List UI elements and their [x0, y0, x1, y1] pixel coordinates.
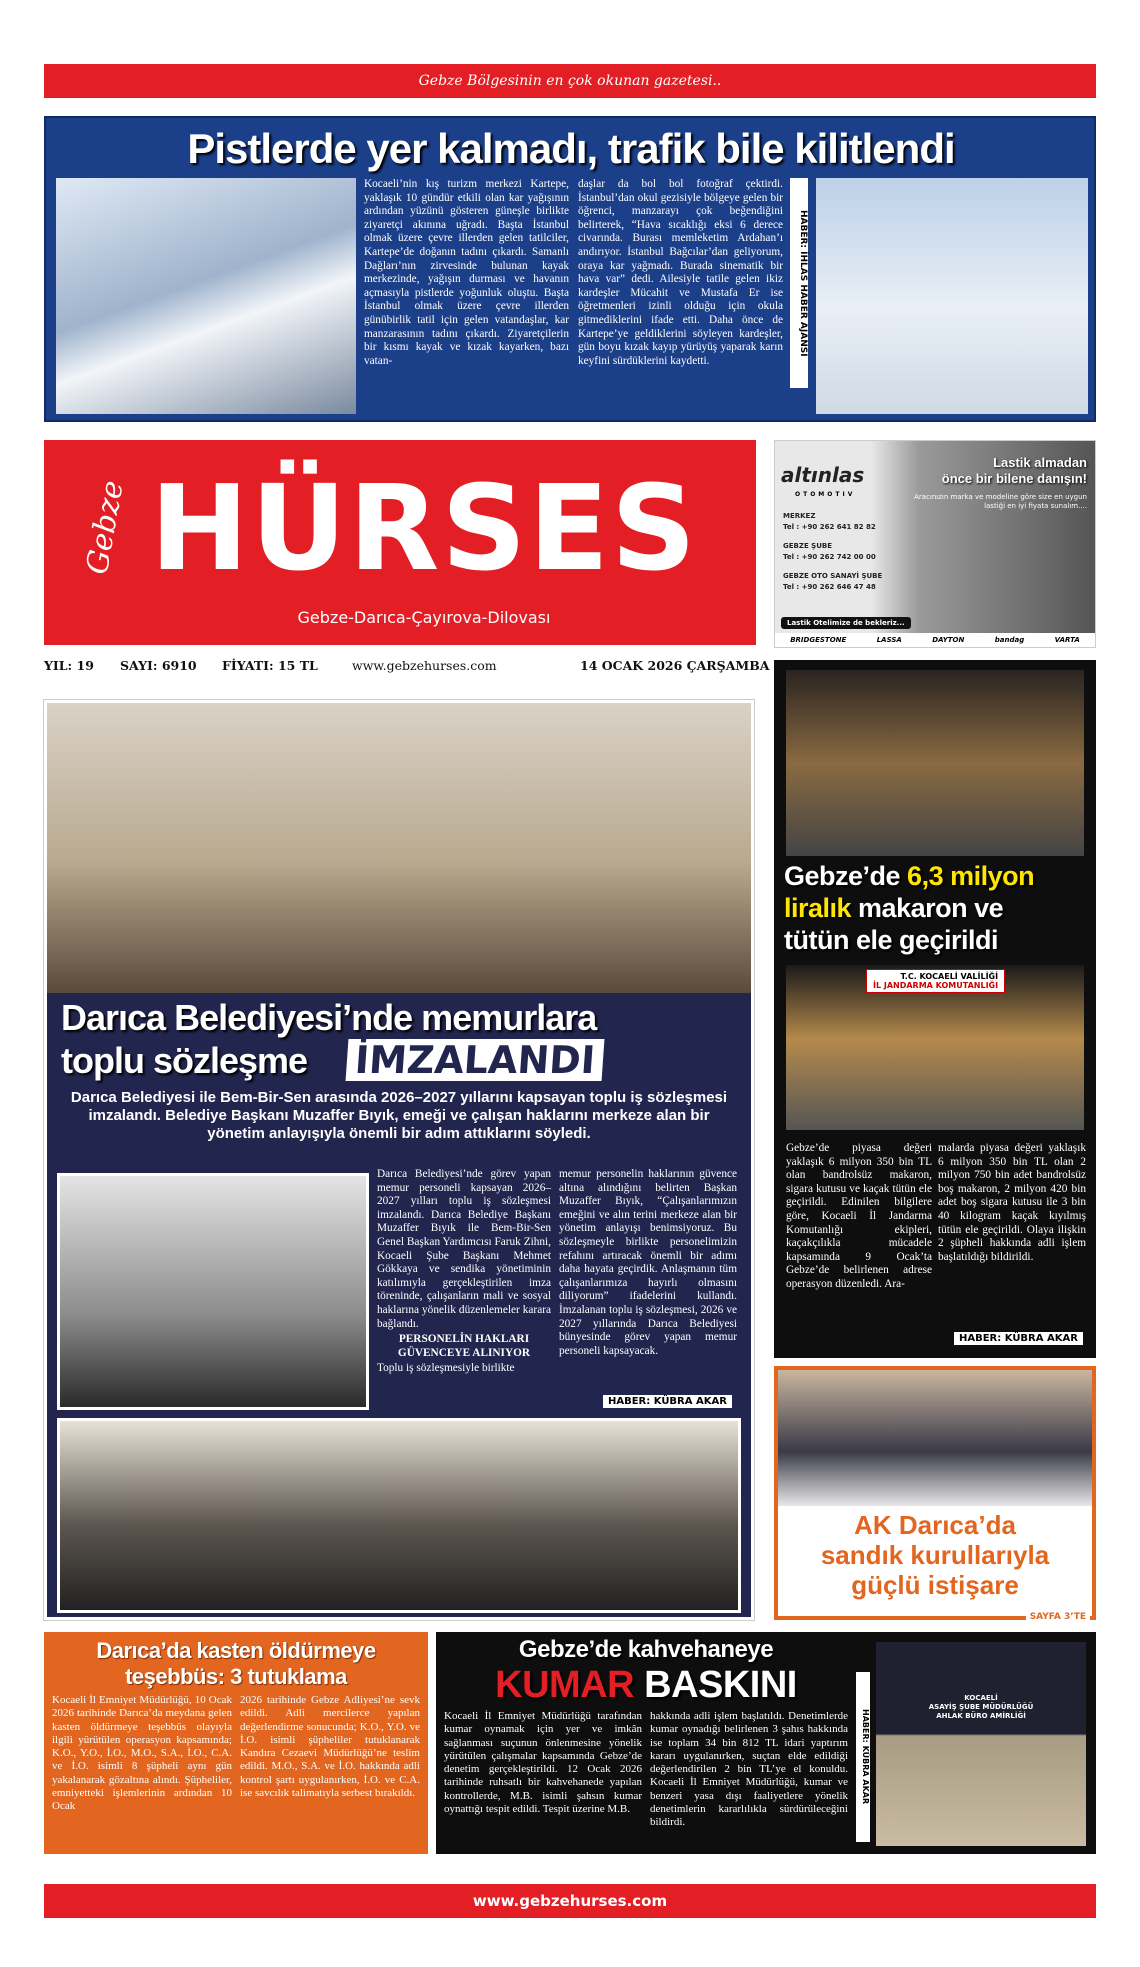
- main-col-2: memur personelin haklarının güvence altına alındığını belirten Başkan Muzaffer Bıyık, “Çalışanlarımızın emeğini ve alın terini merkeze alan bir yönetim anlayışı benimsiyoruz. Bu sözleşmeyle birlikte personelimizin refahını artıracak önemli bir adımı daha hayata geçirdik. Anlaşmanın tüm çalışanlarımıza hayırlı olmasını diliyorum” ifadelerini kullandı. İmzalanan toplu iş sözleşmesi, 2026 ve 2027 yıllarında Darıca Belediyesi bünyesinde görev yapan memur personeli kapsayacak.: [559, 1168, 737, 1357]
- logo-lassa: LASSA: [876, 636, 902, 644]
- main-subhead: PERSONELİN HAKLARI GÜVENCEYE ALINIYOR: [397, 1333, 531, 1359]
- ad-slogan-1: Lastik almadan: [993, 455, 1087, 470]
- footer-bar: [44, 1884, 1096, 1918]
- kumar-credit: HABER: KÜBRA AKAR: [856, 1672, 870, 1842]
- ad-brand: altınlas: [781, 463, 865, 487]
- jandarma-story: [774, 660, 1096, 1358]
- darica-h1: Darıca’da kasten öldürmeye: [96, 1638, 376, 1663]
- year: YIL: 19: [44, 658, 94, 673]
- kumar-red: KUMAR: [495, 1664, 635, 1706]
- branch-tel: Tel : +90 262 641 82 82: [783, 523, 876, 531]
- jandarma-col-1: Gebze’de piyasa değeri yaklaşık 6 milyon 350 bin TL olan bandrolsüz makaron, sigara kutusu ve kaçak tütün ele geçirildi. Edinilen bilgilere göre, Kocaeli İl Jandarma Komutanlığı ekipleri, kaçakçılıkla mücadele kapsamında 9 Ocak’ta Gebze’de belirlenen adrese operasyon düzenledi. Ara-: [786, 1142, 932, 1290]
- masthead-title: HÜRSES: [149, 459, 698, 597]
- jandarma-headline: [784, 860, 1094, 956]
- h-part: makaron ve: [851, 893, 1004, 923]
- ad-slogan: [901, 455, 1087, 487]
- main-col-1b-text: Toplu iş sözleşmesiyle birlikte: [377, 1362, 515, 1375]
- slogan: Gebze Bölgesinin en çok okunan gazetesi..: [418, 73, 722, 89]
- main-photo-handshake: [57, 1173, 369, 1410]
- lead-photo-snow-park: [56, 178, 356, 414]
- h-part: tütün ele geçirildi: [784, 925, 999, 955]
- lead-col-1: Kocaeli’nin kış turizm merkezi Kartepe, yaklaşık 10 gündür etkili olan kar yağışının ardından yüzünü gösteren güneşle birlikte ziyaretçi akınına uğradı. Başta İstanbul olmak üzere çevre illerden gelen tatilciler, Kartepe’de doğanın tadını çıkardı. Samanlı Dağları’nın zirvesinde bulunan kayak merkezinde, yağışın durması ve havanın açmasıyla pistlerde yoğunluk oluştu. Başta İstanbul olmak üzere çevre illerden günübirlik tatil için gelen vatandaşlar, kar manzarasının tadını çıkardı. Ziyaretçilerin bir kısmı kayak ve kızak kayarken, bazı vatan-: [364, 178, 569, 367]
- main-credit: HABER: KÜBRA AKAR: [603, 1395, 732, 1408]
- akp-page-ref[interactable]: SAYFA 3’TE: [1026, 1612, 1090, 1622]
- branch-tel: Tel : +90 262 646 47 48: [783, 583, 876, 591]
- kumar-banner: [876, 1694, 1086, 1721]
- date: 14 OCAK 2026 ÇARŞAMBA: [580, 658, 770, 673]
- darica-h2: teşebbüs: 3 tutuklama: [125, 1664, 347, 1689]
- issue: SAYI: 6910: [120, 658, 197, 673]
- kumar-photo: [876, 1642, 1086, 1846]
- darica-story: [44, 1632, 428, 1854]
- main-col-1-text: Darıca Belediyesi’nde görev yapan memur personeli kapsayan 2026–2027 yılları toplu iş sözleşmesi imzalandı. Darıca Belediye Başkanı Muzaffer Bıyık ile Bem-Bir-Sen Genel Başkan Yardımcısı Faruk Zihni, Kocaeli Şube Başkanı Mehmet Gökkaya ve sendika yönetiminin katılımıyla gerçekleştirilen imza töreninde, çalışanların mali ve sosyal haklarına yönelik düzenlemeler karara bağlandı.: [377, 1168, 551, 1330]
- ad-brand-sub: OTOMOTIV: [795, 491, 856, 498]
- h-part-yellow: 6,3 milyon: [907, 861, 1035, 891]
- kumar-headline-1: Gebze’de kahvehaneye: [518, 1636, 774, 1663]
- branch-tel: Tel : +90 262 742 00 00: [783, 553, 876, 561]
- tire-ad[interactable]: [774, 440, 1096, 648]
- akp-story[interactable]: [774, 1366, 1096, 1620]
- h-part-yellow: liralık: [784, 893, 852, 923]
- lead-headline: Pistlerde yer kalmadı, trafik bile kilitlendi: [187, 125, 955, 172]
- main-headline-1: Darıca Belediyesi’nde memurlara: [61, 997, 597, 1038]
- masthead-regions: Gebze-Darıca-Çayırova-Dilovası: [297, 608, 551, 627]
- darica-col-2: 2026 tarihinde Gebze Adliyesi’ne sevk edildi. Adli mercilerce yapılan değerlendirme sonucunda; K.O., Y.O. ve İ.O. isimli şüpheliler tutuklanarak Kandıra Cezaevi Müdürlüğü’ne teslim edildi. M.O., S.A. ve İ.O. hakkında adli kontrol şartı uygulanırken, İ.O. ve C.A. ise savcılık talimatıyla serbest bırakıldı.: [240, 1694, 420, 1800]
- logo-bridgestone: BRIDGESTONE: [790, 636, 847, 644]
- price: FİYATI: 15 TL: [222, 658, 318, 673]
- masthead-script: Gebze: [79, 477, 131, 578]
- logo-bandag: bandag: [994, 636, 1025, 644]
- akp-photo: [778, 1370, 1092, 1506]
- akp-h1: AK Darıca’da: [854, 1510, 1016, 1540]
- sign-line-1: T.C. KOCAELİ VALİLİĞİ: [900, 972, 999, 981]
- sign-line-2: İL JANDARMA KOMUTANLIĞI: [873, 981, 999, 990]
- branch-name: GEBZE OTO SANAYİ ŞUBE: [783, 572, 883, 580]
- logo-dayton: DAYTON: [932, 636, 965, 644]
- darica-headline: [44, 1638, 428, 1690]
- main-deck: Darıca Belediyesi ile Bem-Bir-Sen arasında 2026–2027 yıllarını kapsayan toplu iş sözleşmesi imzalandı. Belediye Başkanı Muzaffer Bıyık, emeği ve çalışan haklarını merkeze alan bir yönetim anlayışıyla önemli bir adım attıklarını söyledi.: [70, 1089, 728, 1142]
- main-photo-group: [57, 1418, 741, 1613]
- footer-url[interactable]: www.gebzehurses.com: [472, 1892, 668, 1910]
- lead-col-2: daşlar da bol bol fotoğraf çektirdi. İstanbul’dan okul gezisiyle bölgeye gelen bir öğrenci, manzarayı çok beğendiğini belirterek, “Hava sıcaklığı eksi 6 derece civarında. Burası memleketim Ardahan’ı andırıyor. İstanbul Bağcılar’dan geliyorum, oraya kar yağmadı. Burada sinematik bir hava var” dedi. Ailesiyle tatile gelen ikiz kardeşler Mücahit ve Mustafa Er ise öğretmenleri izinli olduğu için okula gitmediklerini ifade etti. Daha önce de Kartepe’ye geldiklerini söyleyen kardeşler, gün boyu kızak kayıp yürüyüş yaparak karın keyfini sürdüklerini kaydetti.: [578, 178, 783, 367]
- main-headline-2: toplu sözleşme: [61, 1040, 308, 1081]
- jandarma-col-2: malarda piyasa değeri yaklaşık 6 milyon 350 bin TL olan 2 milyon 750 bin adet bandrolsüz boş makaron, 2 milyon 420 bin adet boş sigara kutusu ile 3 bin 40 kilogram kaçak kıyılmış tütün ele geçirildi. Olaya ilişkin 2 şüpheli hakkında adli işlem başlatıldığı bildirildi.: [938, 1142, 1086, 1263]
- akp-h2: sandık kurullarıyla: [820, 1540, 1050, 1570]
- branch-name: MERKEZ: [783, 512, 816, 520]
- slogan-bar: [44, 64, 1096, 98]
- main-col-1: [377, 1168, 551, 1376]
- ad-hotel: Lastik Otelimize de bekleriz...: [781, 617, 911, 629]
- jandarma-sign: [866, 969, 1005, 993]
- kumar-story: [436, 1632, 1096, 1854]
- lead-credit: HABER: İHLAS HABER AJANSI: [790, 178, 808, 388]
- kumar-white: BASKINI: [644, 1664, 797, 1706]
- main-story: [44, 700, 754, 1620]
- main-headline-box: İMZALANDI: [346, 1039, 605, 1081]
- kumar-headline-2: [436, 1664, 856, 1706]
- main-photo-signing: [47, 703, 751, 993]
- akp-h3: güçlü istişare: [851, 1570, 1019, 1600]
- branch-name: GEBZE ŞUBE: [783, 542, 832, 550]
- ad-sub: Aracınızın marka ve modeline göre size en uygun lastiği en iyi fiyata sunalım....: [914, 493, 1087, 510]
- masthead: [44, 440, 756, 645]
- website-link[interactable]: www.gebzehurses.com: [352, 658, 497, 673]
- ad-branches: [783, 511, 891, 593]
- kumar-col-2: hakkında adli işlem başlatıldı. Denetimlerde kumar oynadığı belirlenen 3 şahıs hakkında ise toplam 34 bin 812 TL idari yaptırım kararı uygulanırken, suçtan elde edildiği değerlendirilen 2 bin TL’ye el konuldu. Kocaeli İl Emniyet Müdürlüğü, kumar ve benzeri yasa dışı faaliyetlere yönelik denetimlerin kararlılıkla sürdürüleceğini bildirdi.: [650, 1710, 848, 1829]
- banner-2: ASAYİŞ ŞUBE MÜDÜRLÜĞÜ: [928, 1703, 1034, 1711]
- logo-varta: VARTA: [1054, 636, 1080, 644]
- jandarma-photo-1: [786, 670, 1084, 856]
- darica-col-1: Kocaeli İl Emniyet Müdürlüğü, 10 Ocak 2026 tarihinde Darıca’da meydana gelen kasten öldürmeye teşebbüs olayıyla ilgili yürütülen operasyon kapsamında; K.O., Y.O., İ.O., M.O., S.A., İ.O., C.A. ve İ.O. isimli 8 şüpheli aynı gün yakalanarak gözaltına alındı. Şüpheliler, emniyetteki işlemlerinin ardından 10 Ocak: [52, 1694, 232, 1813]
- jandarma-photo-2: [786, 965, 1084, 1130]
- banner-1: KOCAELİ: [964, 1694, 998, 1702]
- ad-logos: [775, 633, 1095, 647]
- ad-slogan-2: önce bir bilene danışın!: [941, 471, 1087, 486]
- lead-photo-visitors: [816, 178, 1088, 414]
- akp-headline: [778, 1510, 1092, 1600]
- kumar-col-1: Kocaeli İl Emniyet Müdürlüğü tarafından kumar oynamak için yer ve imkân sağlanması suçunun önlenmesine yönelik yürütülen çalışmalar kapsamında Gebze’de denetim gerçekleştirildi. 12 Ocak 2026 tarihinde ruhsatlı bir kahvehanede yapılan kontrollerde, M.B. isimli şahsın kumar oynattığı tespit edildi. Tespit üzerine M.B.: [444, 1710, 642, 1816]
- lead-story: [44, 116, 1096, 422]
- banner-3: AHLAK BÜRO AMİRLİĞİ: [936, 1712, 1026, 1720]
- jandarma-credit: HABER: KÜBRA AKAR: [954, 1332, 1083, 1345]
- h-part: Gebze’de: [784, 861, 908, 891]
